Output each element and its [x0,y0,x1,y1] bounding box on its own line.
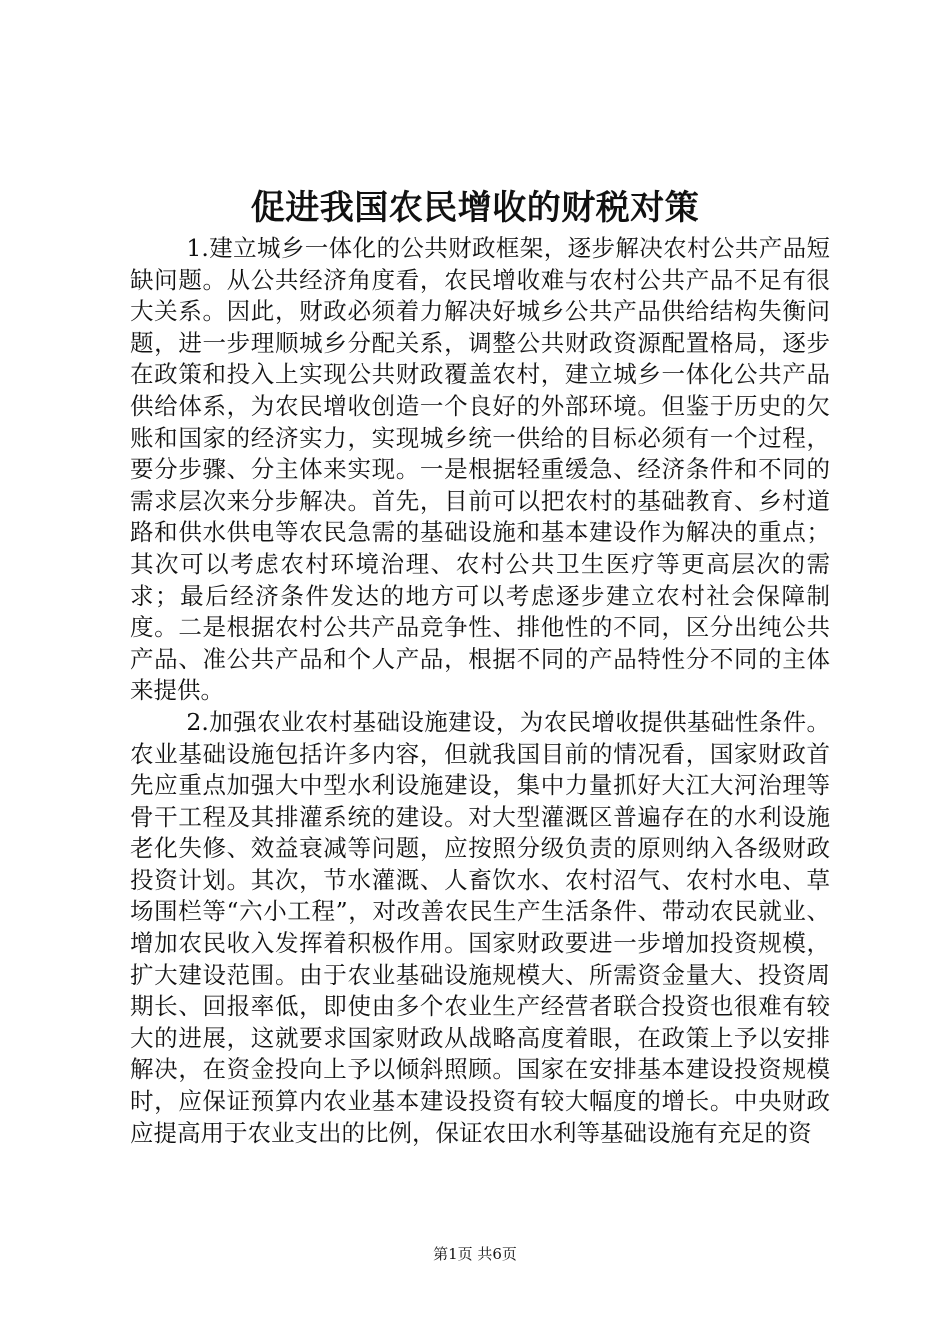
document-body [130,233,830,1149]
paragraph-2: 2.加强农业农村基础设施建设，为农民增收提供基础性条件。农业基础设施包括许多内容，但就我国目前的情况看，国家财政首先应重点加强大中型水利设施建设，集中力量抓好大江大河治理等骨干工程及其排灌系统的建设。对大型灌溉区普遍存在的水利设施老化失修、效益衰减等问题，应按照分级负责的原则纳入各级财政投资计划。其次，节水灌溉、人畜饮水、农村沼气、农村水电、草场围栏等“六小工程”，对改善农民生产生活条件、带动农民就业、增加农民收入发挥着积极作用。国家财政要进一步增加投资规模，扩大建设范围。由于农业基础设施规模大、所需资金量大、投资周期长、回报率低，即使由多个农业生产经营者联合投资也很难有较大的进展，这就要求国家财政从战略高度着眼，在政策上予以安排解决，在资金投向上予以倾斜照顾。国家在安排基本建设投资规模时，应保证预算内农业基本建设投资有较大幅度的增长。中央财政应提高用于农业支出的比例，保证农田水利等基础设施有充足的资 [130,707,830,1147]
document-title: 促进我国农民增收的财税对策 [250,188,700,228]
page-footer: 第1页 共6页 [433,1245,517,1263]
paragraph-1: 1.建立城乡一体化的公共财政框架，逐步解决农村公共产品短缺问题。从公共经济角度看，农民增收难与农村公共产品不足有很大关系。因此，财政必须着力解决好城乡公共产品供给结构失衡问题，进一步理顺城乡分配关系，调整公共财政资源配置格局，逐步在政策和投入上实现公共财政覆盖农村，建立城乡一体化公共产品供给体系，为农民增收创造一个良好的外部环境。但鉴于历史的欠账和国家的经济实力，实现城乡统一供给的目标必须有一个过程，要分步骤、分主体来实现。一是根据轻重缓急、经济条件和不同的需求层次来分步解决。首先，目前可以把农村的基础教育、乡村道路和供水供电等农民急需的基础设施和基本建设作为解决的重点；其次可以考虑农村环境治理、农村公共卫生医疗等更高层次的需求；最后经济条件发达的地方可以考虑逐步建立农村社会保障制度。二是根据农村公共产品竞争性、排他性的不同，区分出纯公共产品、准公共产品和个人产品，根据不同的产品特性分不同的主体来提供。 [130,234,830,705]
